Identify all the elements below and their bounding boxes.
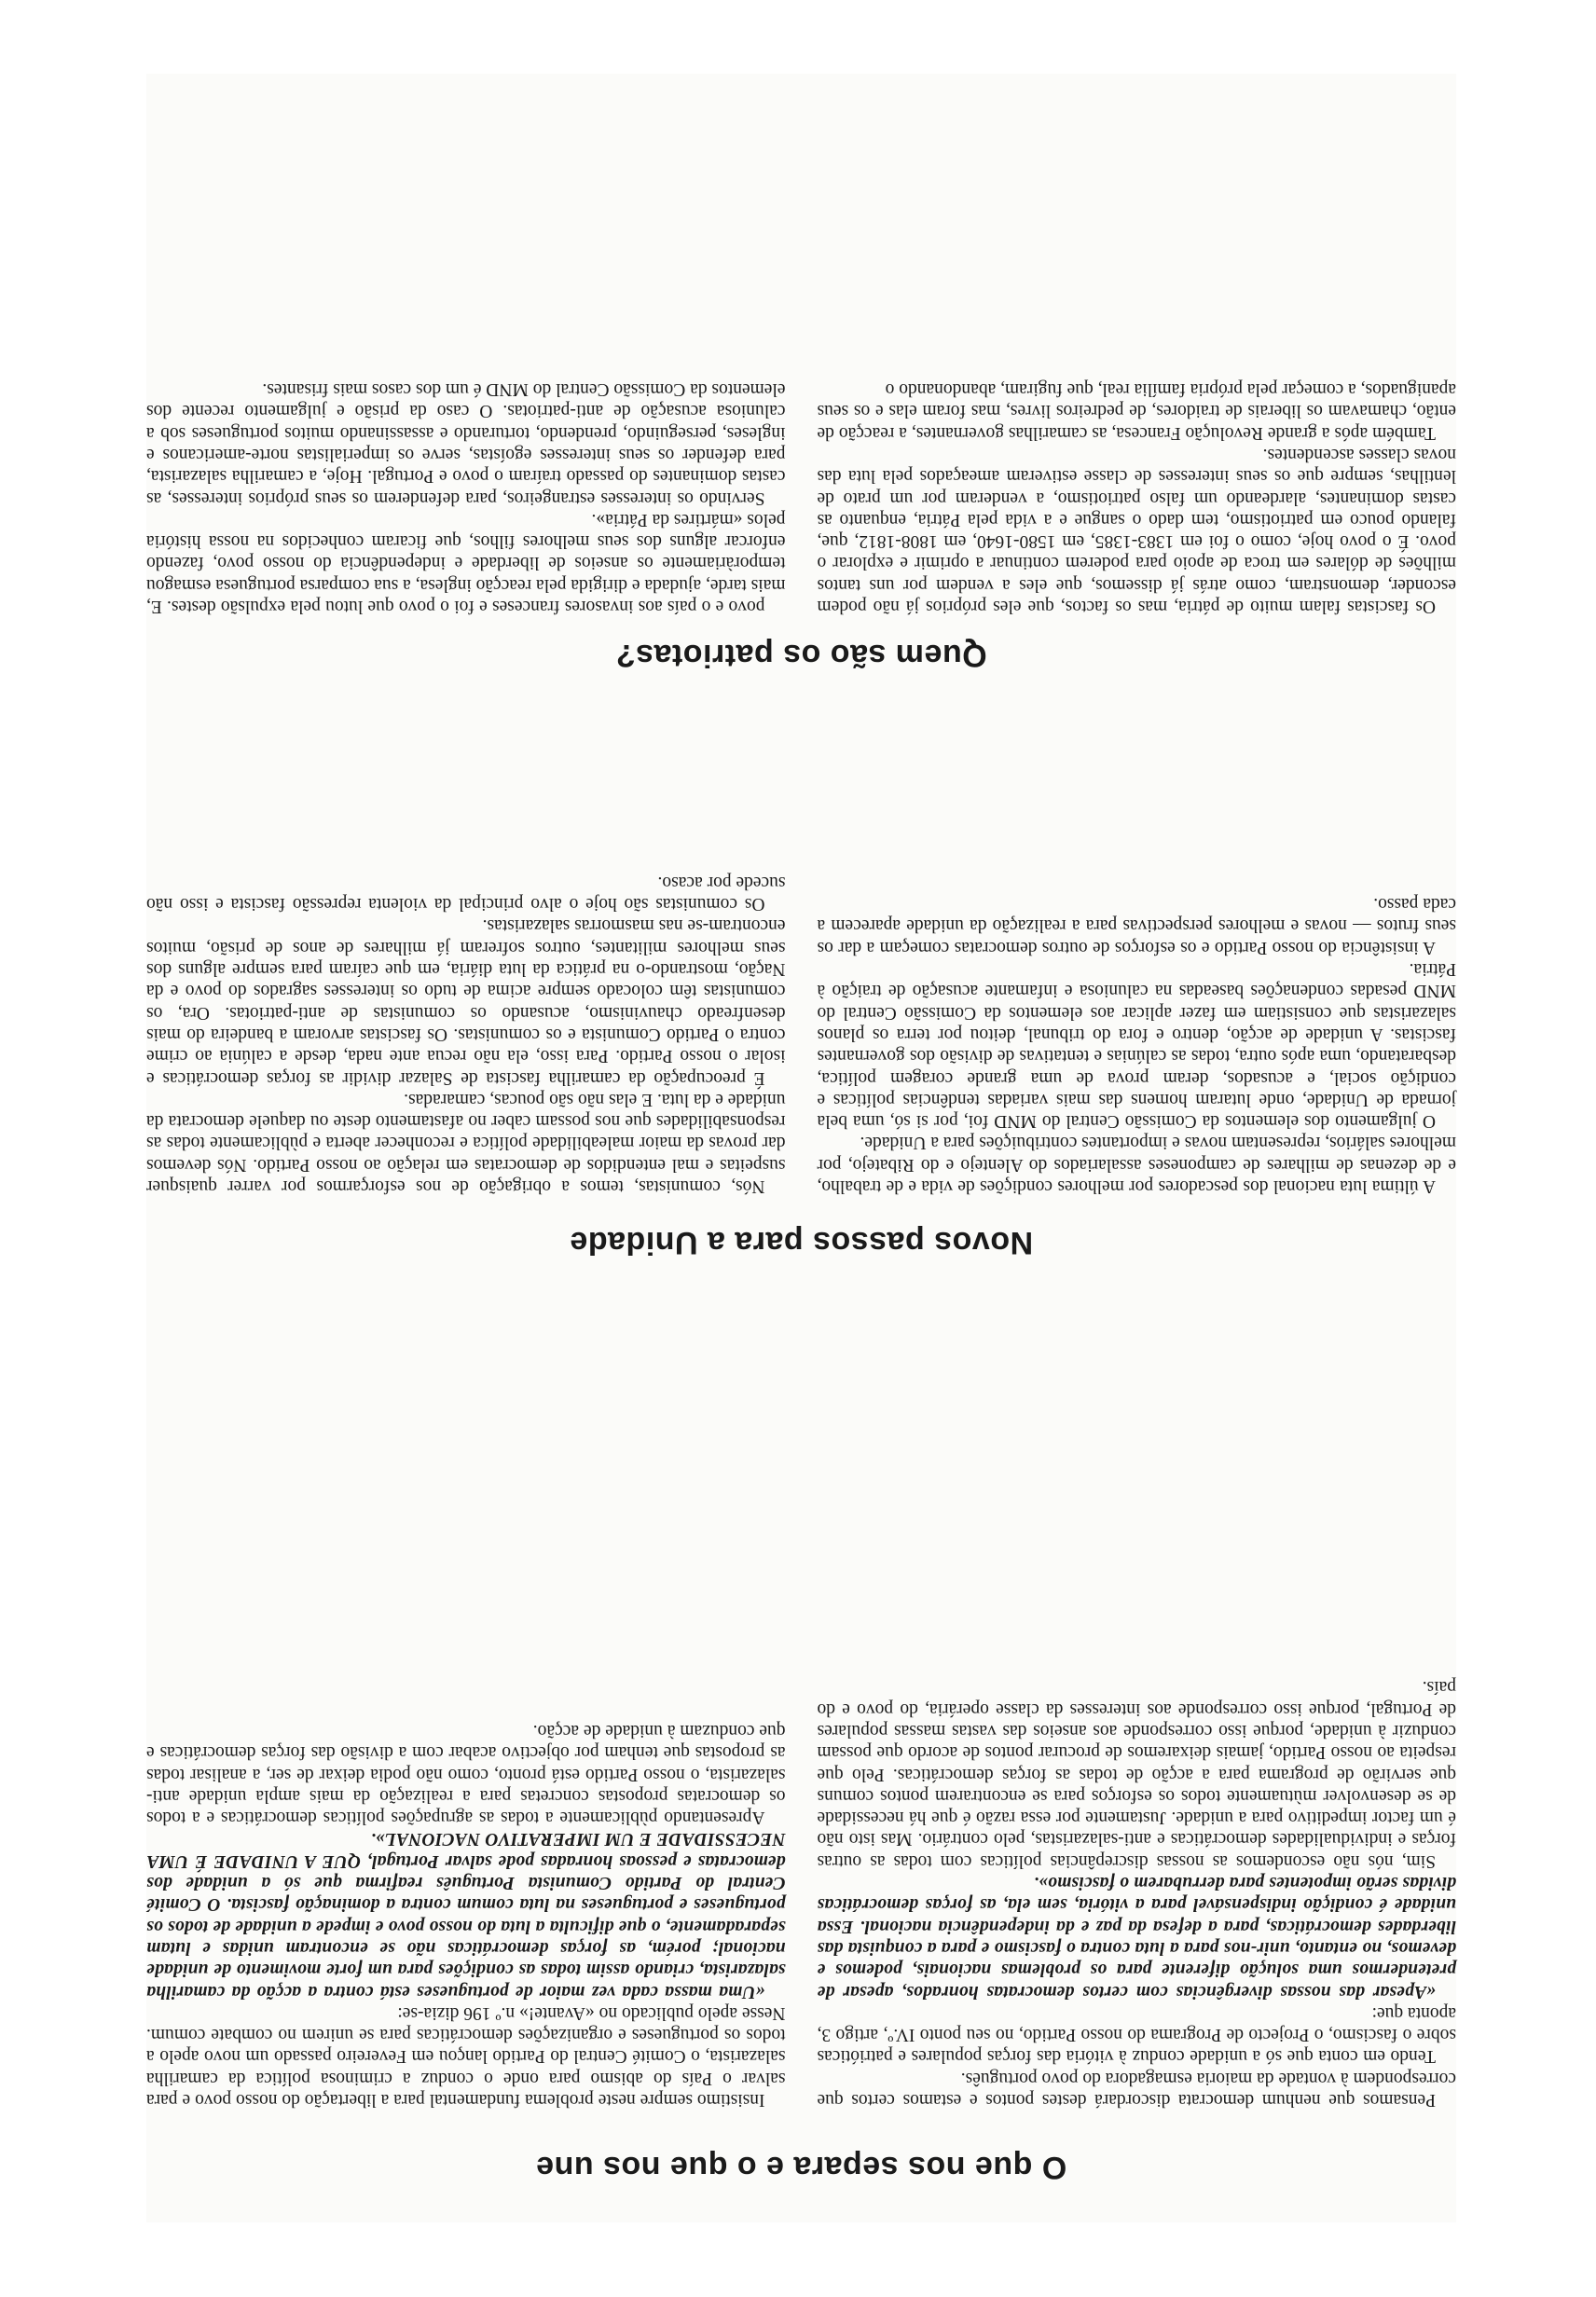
column-left: [818, 378, 1457, 617]
column-left: [818, 872, 1457, 1197]
section-title-unity-divergences: O que nos separa e o que nos une: [535, 2150, 1067, 2185]
section-body-new-steps: [146, 872, 1456, 1197]
paragraph: O julgamento dos elementos da Comissão Central do MND foi, por si só, uma bela jornada de Unidade, onde lutaram homens das mais variadas tendências políticas e condição social, e acusados, deram prova de uma grande coragem política, desbaratando, uma após outra, todas as calúnias e tentativas de divisão dos governantes fascistas. A unidade de acção, dentro e fora do tribunal, deitou por terra os planos salazaristas que consistiam em fazer aplicar aos elementos da Comissão Central do MND pesadas condenações baseadas na caluniosa e infamante acusação de traição à Pátria.: [817, 959, 1456, 1132]
paragraph: Os fascistas falam muito de pátria, mas os factos, que eles próprios já não podem esconder, demonstram, como atrás já dissemos, que eles a vendem por uns tantos milhões de dólares em troca de apoio para poderem continuar a oprimir e explorar o povo. É o povo hoje, como o foi em 1383-1385, em 1580-1640, em 1808-1812, que, falando pouco em patriotismo, tem dado o sangue e a vida pela Pátria, enquanto as castas dominantes, alardeando um falso patriotismo, a venderam por um prato de lentilhas, sempre que os seus interesses de classe estiveram ameaçados pela luta das novas classes ascendentes.: [817, 444, 1456, 616]
paper-sheet: [146, 74, 1456, 2222]
paragraph: «Apesar das nossas divergências com certos democratas honrados, apesar de pretendermos uma solução diferente para os problemas nacionais, podemos e devemos, no entanto, unir-nos para a luta contra o fascismo e para a conquista das liberdades democráticas, para a defesa da paz e da independência nacional. Essa unidade é condição indispensável para a vitória, sem ela, as forças democráticas dividas serão impotentes para derrubarem o fascismo».: [817, 1873, 1456, 2001]
column-left: [818, 1676, 1457, 2111]
column-right: [146, 1676, 786, 2111]
paragraph: A última luta nacional dos pescadores por melhores condições de vida e de trabalho, e de dezenas de milhares de camponeses assalariados do Alentejo e do Ribatejo, por melhores salários, representam novas e importantes contribuições para a Unidade.: [817, 1133, 1456, 1196]
paragraph: Pensamos que nenhum democrata discordará destes pontos e estamos certos que correspondem à vontade da maioria esmagadora do povo português.: [817, 2068, 1456, 2110]
paragraph: A insistência do nosso Partido e os esforços de outros democratas começam a dar os seus frutos — novas e melhores perspectivas para a realização da unidade aparecem a cada passo.: [817, 894, 1456, 957]
paragraph: Servindo os interesses estrangeiros, para defenderem os seus próprios interesses, as castas dominantes do passado traíram o povo e Portugal. Hoje, a camarilha salazarista, para defender os seus interesses egoístas, serve os imperialistas norte-americanos e ingleses, perseguindo, prendendo, torturando e assassinando muitos portugueses sob a caluniosa acusação de anti-patriotas. O caso da prisão e julgamento recente dos elementos da Comissão Central do MND é um dos casos mais frisantes.: [146, 379, 786, 508]
paragraph: Os comunistas são hoje o alvo principal da violenta repressão fascista e isso não sucede por acaso.: [146, 872, 786, 915]
section-body-unity-divergences: [146, 1676, 1456, 2111]
paragraph: Nós, comunistas, temos a obrigação de nos esforçarmos por varrer quaisquer suspeitas e mal entendidos de democratas em relação ao nosso Partido. Nós devemos dar provas da maior maleabilidade política e reconhecer aberta e pùblicamente todas as responsabilidades que nos possam caber no afastamento deste ou daquele democrata da unidade e da luta. E elas não são poucas, camaradas.: [146, 1089, 786, 1196]
paragraph: povo e o país aos invasores franceses e foi o povo que lutou pela expulsão destes. E, mais tarde, ajudada e dirigida pela reacção inglesa, a sua comparsa portuguesa esmagou temporàriamente os anseios de liberdade e independência do nosso povo, fazendo enforcar alguns dos seus melhores filhos, que ficaram conhecidos na nossa história pelos «mártires da Pátria».: [146, 509, 786, 616]
paragraph: «Uma massa cada vez maior de portugueses está contra a acção da camarilha salazarista, criando assim todas as condições para um forte movimento de unidade nacional; porém, as forças democráticas não se encontram unidas e lutam separadamente, o que dificulta a luta do nosso povo e impede a unidade de todos os portugueses e portugueses na luta comum contra a dominação fascista. O Comité Central do Partido Comunista Português reafirma que só a unidade dos democratas e pessoas honradas pode salvar Portugal, QUE A UNIDADE É UMA NECESSIDADE E UM IMPERATIVO NACIONAL».: [146, 1829, 786, 2001]
section-body-patriots: [146, 378, 1456, 617]
paragraph: Sim, nós não escondemos as nossas discrepâncias políticas com todas as outras forças e individualidades democráticas e anti-salazaristas, pelo contrário. Mas isto não é um factor impeditivo para a unidade. Justamente por essa razão é que há necessidade de se desenvolver mùtuamente todos os esforços para se encontrarem pontos comuns que servirão de programa para a acção de todas as forças democráticas. Pelo que respeita ao nosso Partido, jamais deixaremos de procurar pontos de acordo que possam conduzir à unidade, porque isso corresponde aos anseios das vastas massas populares de Portugal, porque isso corresponde aos interesses da classe operária, do povo e do país.: [817, 1677, 1456, 1871]
section-title-new-steps: Novos passos para a Unidade: [569, 1225, 1034, 1260]
column-right: [146, 872, 786, 1197]
paragraph: Tendo em conta que só a unidade conduz à vitória das forças populares e patrióticas sobre o fascismo, o Projecto de Programa do nosso Partido, no seu ponto IV.º, artigo 3, aponta que:: [817, 2002, 1456, 2067]
paragraph: É preocupação da camarilha fascista de Salazar dividir as forças democráticas e isolar o nosso Partido. Para isso, ela não recua ante nada, desde a calúnia ao crime contra o Partido Comunista e os comunistas. Os fascistas arvoram a bandeira do mais desenfreado chauvinismo, acusando os comunistas de anti-patriotas. Ora, os comunistas têm colocado sempre acima de tudo os interesses sagrados do povo e da Nação, mostrando-o na prática da luta diária, em que caíram para sempre alguns dos seus melhores militantes, outros sofreram já milhares de anos de prisão, muitos encontram-se nas masmorras salazaristas.: [146, 915, 786, 1088]
paragraph: Apresentando pùblicamente a todas as agrupações políticas democráticas e a todos os democratas propostas concretas para a realização da mais ampla unidade anti-salazarista, o nosso Partido está pronto, como não podia deixar de ser, a analisar todas as propostas que tenham por objectivo acabar com a divisão das forças democráticas e que conduzam à unidade de acção.: [146, 1720, 786, 1828]
column-right: [146, 378, 786, 617]
paragraph: Insistimo sempre neste problema fundamental para a libertação do nosso povo e para salvar o País do abismo para onde o conduz a criminosa política da camarilha salazarista, o Comité Central do Partido lançou em Fevereiro passado um novo apelo a todos os portugueses e organizações democráticas para se unirem no combate comum. Nesse apelo publicado no «Avante!» n.º 196 dizia-se:: [146, 2002, 786, 2110]
section-title-patriots: Quem são os patriotas?: [615, 638, 987, 673]
paragraph: Também após a grande Revolução Francesa, as camarilhas governantes, a reacção de então, chamavam os liberais de traidores, de pedreiros livres, mas foram elas e os seus apaniguados, a começar pela própria família real, que fugiram, abandonando o: [817, 379, 1456, 443]
